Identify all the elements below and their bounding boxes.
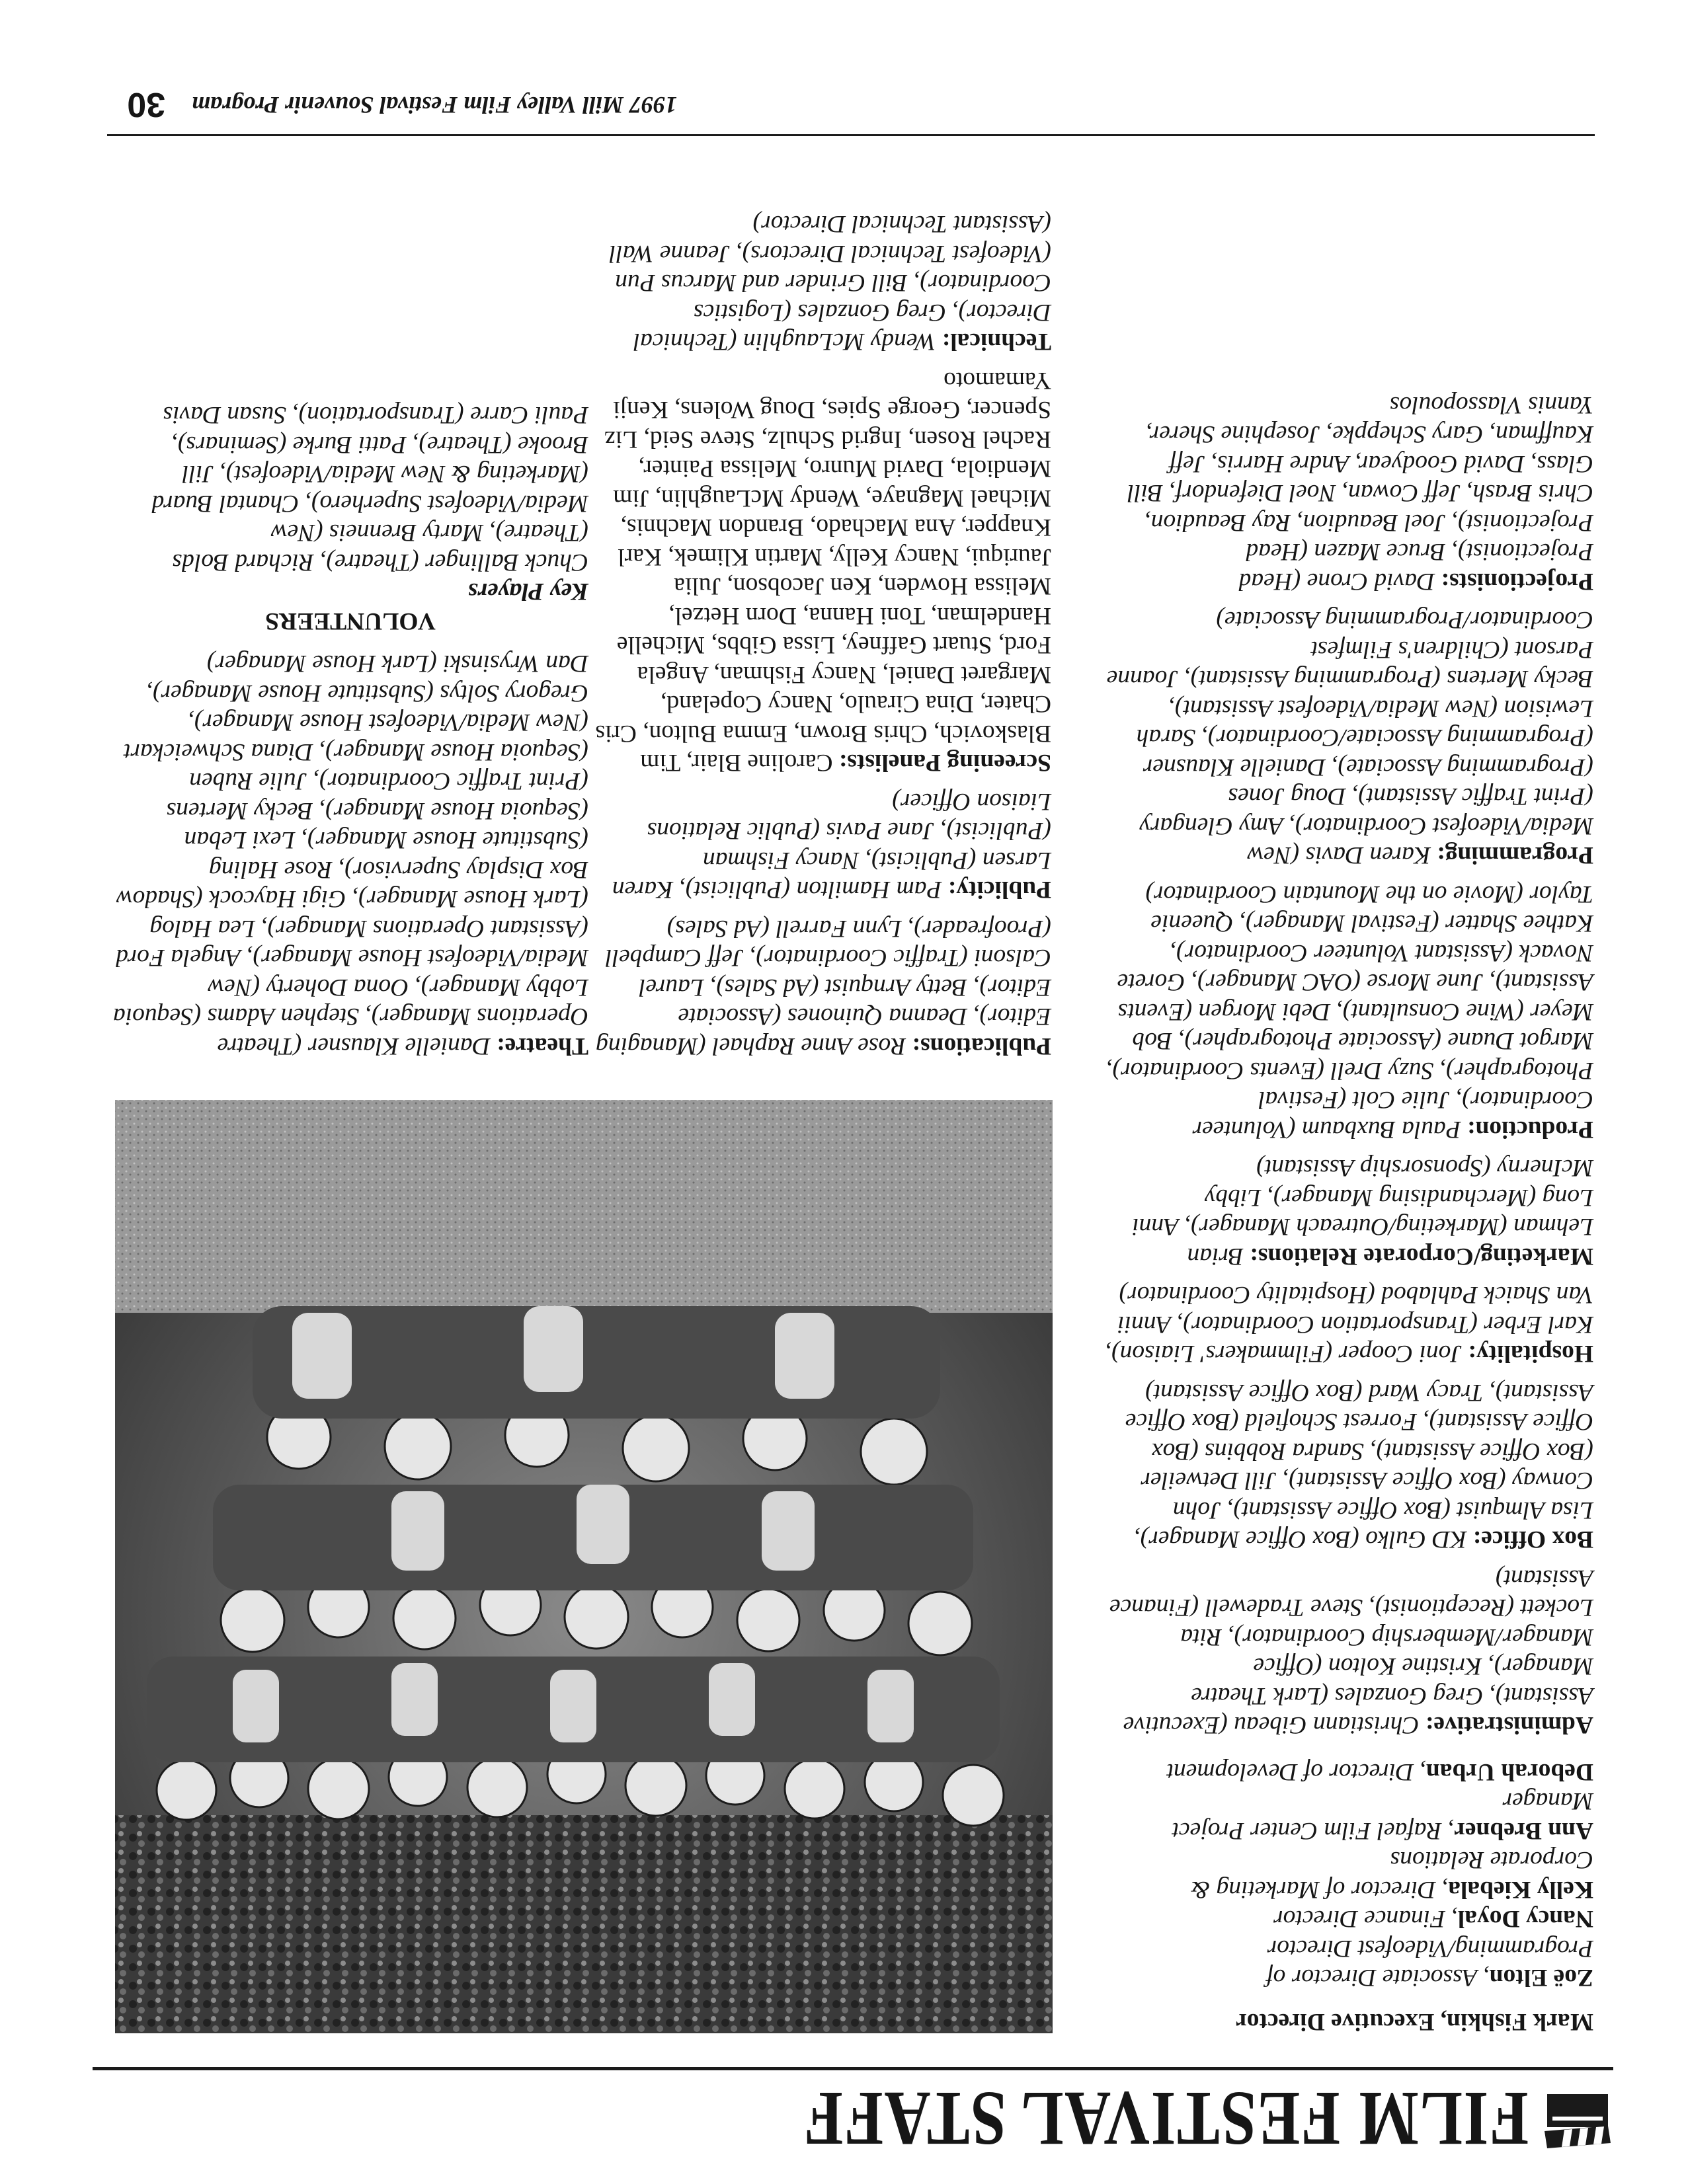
executive-entry: Nancy Doyal, Finance Director [1273, 1905, 1593, 1933]
staff-column-left [1104, 390, 1593, 2037]
footer-title: 1997 Mill Valley Film Festival Souvenir Program [192, 92, 678, 118]
department-entry: Box Office: KD Gulko (Box Office Manager), Lisa Almquist (Box Office Assistant), John Conway (Box Office Assistant), Jill Detweiler (Box Office Assistant), Sandra Robbins (Box Office Assistant), Forrest Schofield (Box Office Assistant), Tracy Ward (Box Office Assistant) [1125, 1379, 1593, 1553]
staff-column-middle [595, 209, 1051, 1060]
executive-entry: Kelly Kiebala, Director of Marketing & Corporate Relations [1191, 1846, 1593, 1903]
executive-entry: Mark Fishkin, Executive Director [1236, 2008, 1593, 2035]
staff-column-right [112, 400, 588, 1060]
page-title: FILM FESTIVAL STAFF [803, 2076, 1529, 2162]
department-entry: Theatre: Danielle Klausner (Theatre Operations Manager), Stephen Adams (Sequoia Lobby Manager), Oona Doherty (New Media/Videofest House Manager), Angela Ford (Assistant Operations Manager), Lea Halog (Lark House Manager), Gigi Haycock (Shadow Box Display Supervisor), Rose Haling (Substitute House Manager), Lexi Leban (Sequoia House Manager), Becky Mertens (Print Traffic Coordinator), Julie Ruben (Sequoia House Manager), Diana Schweickart (New Media/Videofest House Manager), Gregory Soltys (Substitute House Manager), Dan Wrysinski (Lark House Manager) [112, 650, 588, 1060]
department-entry: Programming: Karen Davis (New Media/Videofest Coordinator), Amy Glengary (Print Traffic Assistant), Doug Jones (Programming Associate), Danielle Klausner (Programming Associate/Coordinator), Sarah Lewision (New Media/Videofest Assistant), Becky Mertens (Programming Assistant), Joanne Parsont (Children's Filmfest Coordinator/Programming Associate) [1106, 606, 1593, 869]
department-entry: Marketing/Corporate Relations: Brian Lehman (Marketing/Outreach Manager), Anni Long (Merchandising Manager), Libby McInerny (Sponsorship Assistant) [1132, 1154, 1593, 1270]
department-entry: Projectionists: David Crone (Head Projectionist), Bruce Mazen (Head Projectionist), Joel Beaudion, Ray Beaudion, Chris Brash, Jeff Cowan, Noel Diefendorf, Bill Glass, David Goodyear, Andre Harris, Jeff Kauffman, Gary Scheppke, Josephine Sherer, Yannis Vlassopoulos [1127, 391, 1593, 595]
executive-entry: Deborah Urban, Director of Development [1166, 1758, 1593, 1785]
volunteers-subheading: Key Players [467, 578, 588, 605]
executive-entry: Zoë Elton, Associate Director of Programming/Videofest Director [1266, 1935, 1593, 1992]
department-entry: Hospitality: Joni Cooper (Filmmakers' Liaison), Karl Erber (Transportation Coordinator), Annii Van Shaick Pahlabod (Hospitality Coordinator) [1105, 1281, 1593, 1368]
header-rule [93, 2067, 1613, 2070]
department-entry: Screening Panelists: Caroline Blair, Tim Blaskovich, Chris Brown, Emma Bulton, Cris Chater, Dina Ciraulo, Nancy Copeland, Margaret Daniel, Nancy Fishman, Angela Ford, Stuart Gaffney, Lissa Gibbs, Michelle Handelman, Toni Hanna, Dorn Hetzel, Melissa Howden, Ken Jacobson, Julia Jauriqui, Nancy Kelly, Martin Klimek, Karl Knapper, Ana Machado, Brandon Machnis, Michael Magnaye, Wendy McLaughlin, Jim Mendiola, David Munro, Melissa Painter, Rachel Rosen, Ingrid Schulz, Steve Seid, Liz Spencer, George Spies, Doug Wolens, Kenji Yamamoto [595, 367, 1051, 777]
volunteers-heading: VOLUNTEERS [265, 607, 436, 635]
department-entry: Administrative: Christiann Gibeau (Executive Assistant), Greg Gonzales (Lark Theatre Manager), Kristine Kolton (Office Manager/Membership Coordinator), Rita Lockett (Receptionist), Steve Tradewell (Finance Assistant) [1109, 1565, 1593, 1739]
department-entry: Production: Paula Buxbaum (Volunteer Coordinator), Julie Colt (Festival Photographer), Suzy Drell (Events Coordinator), Margot Duane (Associate Photographer), Bob Meyer (Wine Consultant), Debi Morgen (Events Assistant), June Morse (OAC Manager), Gorete Novack (Assistant Volunteer Coordinator), Kathee Shatter (Festival Manager), Queenie Taylor (Movie on the Mountain Coordinator) [1106, 880, 1593, 1143]
page-number: 30 [127, 85, 165, 124]
department-entry: Technical: Wendy McLaughlin (Technical Director), Greg Gonzales (Logistics Coordinator), Bill Grinder and Marcus Pun (Videofest Technical Directors), Jeanne Wall (Assistant Technical Director) [609, 210, 1051, 356]
department-entry: Publications: Rose Anne Raphael (Managing Editor), Deanna Quinones (Associate Editor), Betty Arnquist (Ad Sales), Laurel Calsoni (Traffic Coordinator), Jeff Campbell (Proofreader), Lynn Farrell (Ad Sales) [596, 915, 1051, 1060]
executive-entry: Ann Brebner, Rafael Film Center Project Manager [1172, 1787, 1593, 1844]
department-entry: Publicity: Pam Hamilton (Publicist), Karen Larsen (Publicist), Nancy Fishman (Publicist), Jane Pavis (Public Relations Liaison Officer) [612, 788, 1051, 904]
film-clapper-icon [1542, 2090, 1613, 2150]
footer-rule [107, 134, 1595, 136]
group-photo [115, 1100, 1053, 2033]
group-photo-image [115, 1100, 1053, 2033]
volunteers-list: Chuck Ballinger (Theatre), Richard Bolds (Theatre), Marty Brenneis (New Media/Videofest Superhero), Chantal Buard (Marketing & New Media/Videofest), Jill Brooke (Theatre), Patti Burke (Seminars), Pauli Carre (Transportation), Susan Davis [151, 401, 588, 576]
